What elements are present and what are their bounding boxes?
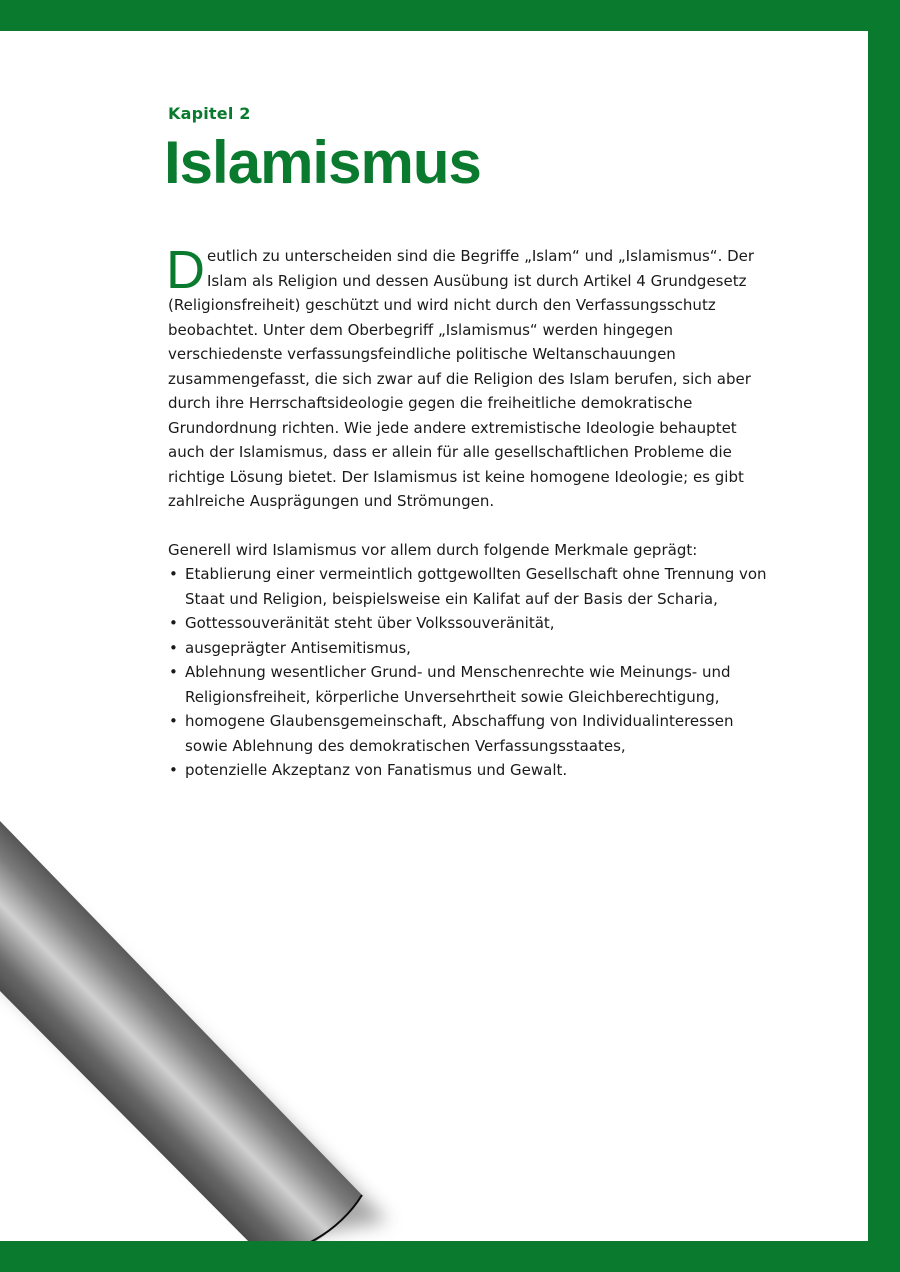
list-item: • ausgeprägter Antisemitismus,	[168, 636, 768, 661]
features-list	[168, 562, 768, 783]
intro-paragraph	[166, 240, 768, 514]
paragraph-text: eutlich zu unterscheiden sind die Begriffe „Islam“ und „Islamismus“. Der Islam als Religion und dessen Ausübung ist durch Artikel 4 Grundgesetz (Religionsfreiheit) geschützt und wird nicht durch den Verfassungsschutz beobachtet. Unter dem Oberbegriff „Islamismus“ werden hingegen verschiedenste verfassungsfeindliche politische Weltanschauungen zusammengefasst, die sich zwar auf die Religion des Islam berufen, sich aber durch ihre Herrschaftsideologie gegen die freiheitliche demokratische Grundordnung richten. Wie jede andere extremistische Ideologie behauptet auch der Islamismus, dass er allein für alle gesellschaftlichen Probleme die richtige Lösung bietet. Der Islamismus ist keine homogene Ideologie; es gibt zahlreiche Ausprägungen und Strömungen.	[168, 247, 755, 510]
page-title: Islamismus	[164, 129, 481, 196]
features-intro: Generell wird Islamismus vor allem durch folgende Merkmale geprägt:	[168, 540, 698, 559]
body-text	[166, 240, 768, 783]
list-item: • Ablehnung wesentlicher Grund- und Menschenrechte wie Meinungs- und Religionsfreiheit, körperliche Unversehrtheit sowie Gleichberechtigung,	[168, 660, 768, 709]
page-curl-roll-graphic	[0, 821, 868, 1241]
drop-cap: D	[166, 240, 205, 300]
list-item: • potenzielle Akzeptanz von Fanatismus und Gewalt.	[168, 758, 768, 783]
list-item: • Etablierung einer vermeintlich gottgewollten Gesellschaft ohne Trennung von Staat und Religion, beispielsweise ein Kalifat auf der Basis der Scharia,	[168, 562, 768, 611]
chapter-label: Kapitel 2	[168, 104, 251, 123]
list-item: • Gottessouveränität steht über Volkssouveränität,	[168, 611, 768, 636]
list-item: • homogene Glaubensgemeinschaft, Abschaffung von Individualinteressen sowie Ablehnung des demokratischen Verfassungsstaates,	[168, 709, 768, 758]
page	[0, 31, 868, 1241]
